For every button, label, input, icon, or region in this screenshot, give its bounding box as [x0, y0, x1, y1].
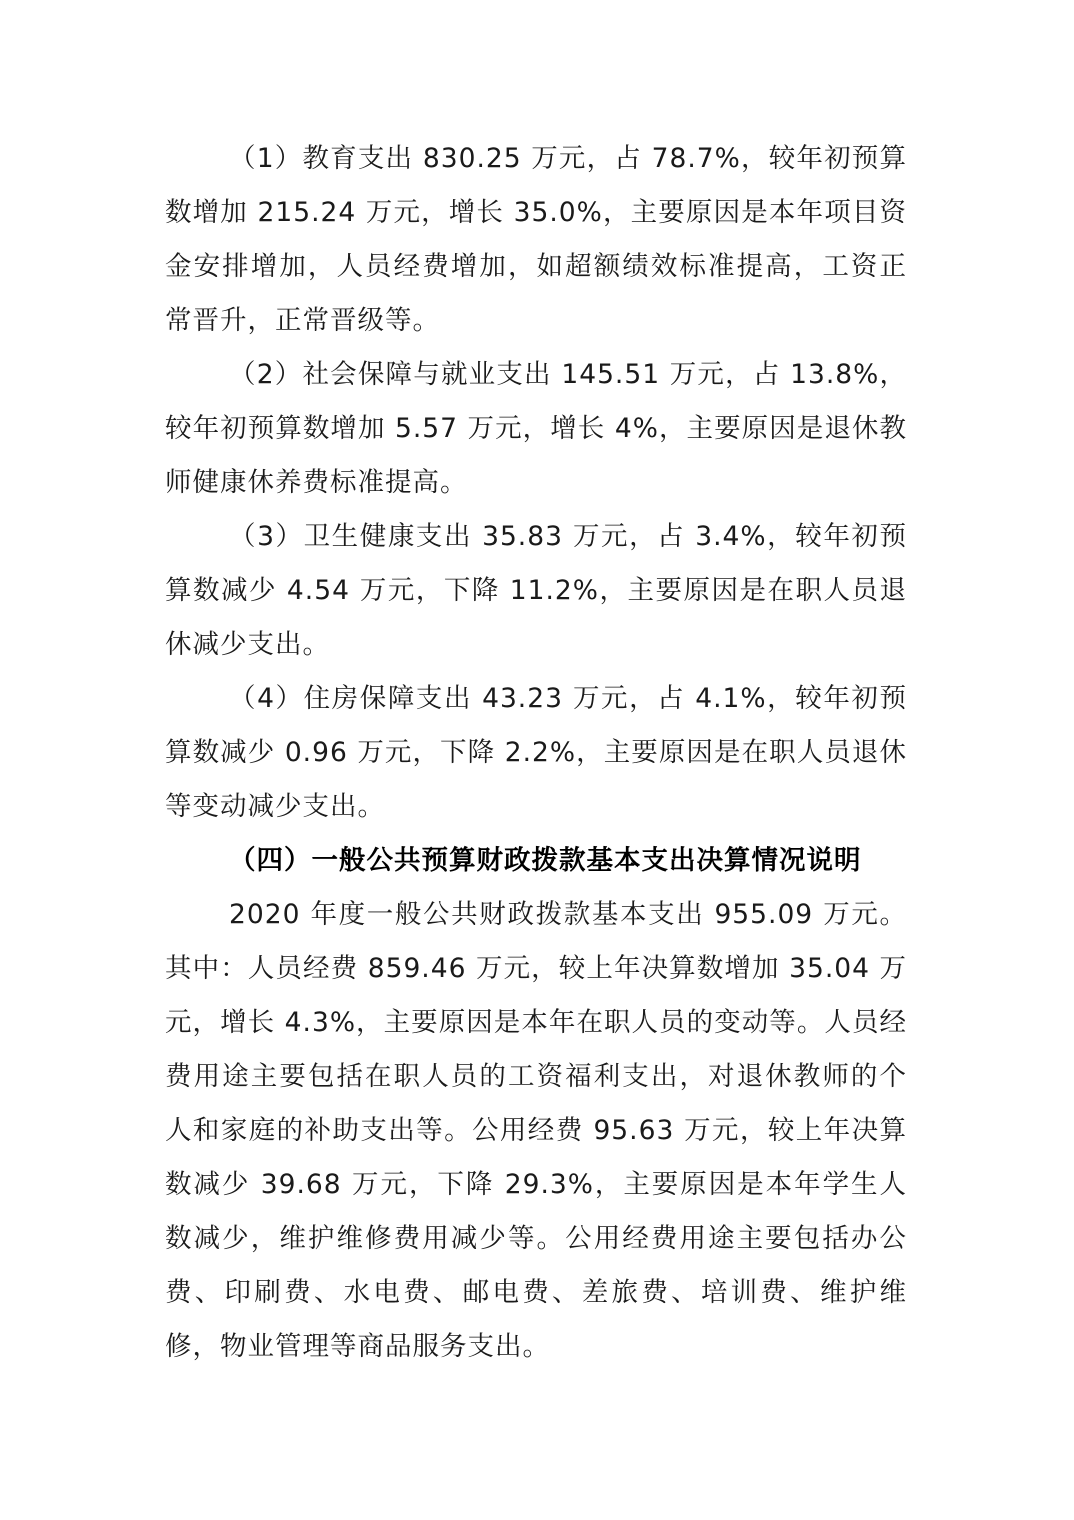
paragraph-health-expense: （3）卫生健康支出 35.83 万元，占 3.4%，较年初预算数减少 4.54 万元，下降 11.2%，主要原因是在职人员退休减少支出。	[165, 521, 907, 660]
paragraph-housing-expense: （4）住房保障支出 43.23 万元，占 4.1%，较年初预算数减少 0.96 万元，下降 2.2%，主要原因是在职人员退休等变动减少支出。	[165, 683, 907, 822]
section-heading: （四）一般公共预算财政拨款基本支出决算情况说明	[229, 845, 862, 876]
paragraph-education-expense: （1）教育支出 830.25 万元，占 78.7%，较年初预算数增加 215.24 万元，增长 35.0%，主要原因是本年项目资金安排增加，人员经费增加，如超额绩效标准提高，工资正常晋升，正常晋级等。	[165, 143, 907, 336]
paragraph-social-security-expense: （2）社会保障与就业支出 145.51 万元，占 13.8%，较年初预算数增加 5.57 万元，增长 4%，主要原因是退休教师健康休养费标准提高。	[165, 359, 907, 498]
document-body	[165, 132, 907, 1374]
paragraph-basic-expenditure: 2020 年度一般公共财政拨款基本支出 955.09 万元。其中：人员经费 859.46 万元，较上年决算数增加 35.04 万元，增长 4.3%，主要原因是本年在职人员的变动等。人员经费用途主要包括在职人员的工资福利支出，对退休教师的个人和家庭的补助支出等。公用经费 95.63 万元，较上年决算数减少 39.68 万元，下降 29.3%，主要原因是本年学生人数减少，维护维修费用减少等。公用经费用途主要包括办公费、印刷费、水电费、邮电费、差旅费、培训费、维护维修，物业管理等商品服务支出。	[165, 899, 907, 1362]
